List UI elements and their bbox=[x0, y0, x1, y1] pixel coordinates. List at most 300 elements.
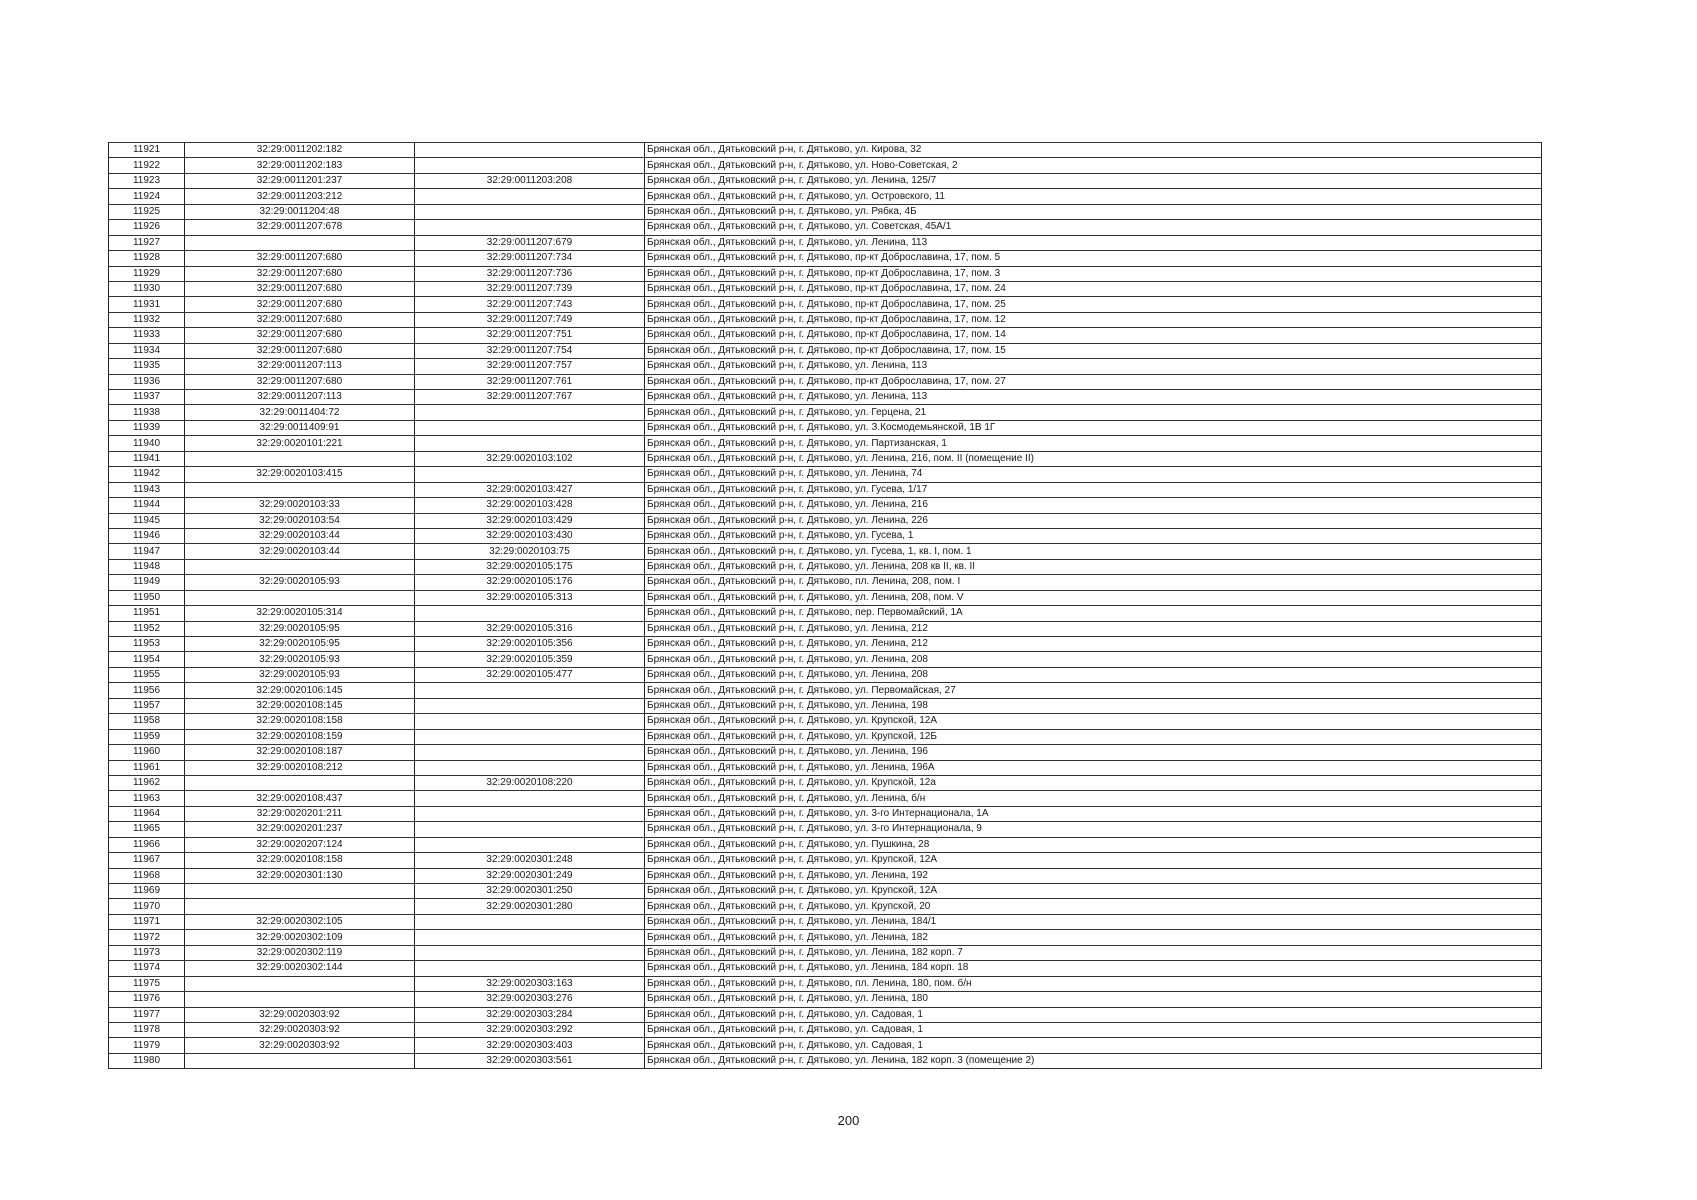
address-cell: Брянская обл., Дятьковский р-н, г. Дятьково, ул. Гусева, 1, кв. I, пом. 1 bbox=[645, 544, 1542, 559]
row-number-cell: 11978 bbox=[109, 1022, 185, 1037]
table-row bbox=[109, 390, 1542, 405]
table-row bbox=[109, 235, 1542, 250]
object-cadastral-number-cell: 32:29:0011207:767 bbox=[415, 390, 645, 405]
row-number-cell: 11970 bbox=[109, 899, 185, 914]
land-cadastral-number-cell: 32:29:0011409:91 bbox=[185, 420, 415, 435]
row-number-cell: 11963 bbox=[109, 791, 185, 806]
address-cell: Брянская обл., Дятьковский р-н, г. Дятьково, ул. Крупской, 12А bbox=[645, 884, 1542, 899]
address-cell: Брянская обл., Дятьковский р-н, г. Дятьково, ул. 3-го Интернационала, 1А bbox=[645, 806, 1542, 821]
row-number-cell: 11952 bbox=[109, 621, 185, 636]
object-cadastral-number-cell bbox=[415, 729, 645, 744]
land-cadastral-number-cell: 32:29:0011207:680 bbox=[185, 312, 415, 327]
address-cell: Брянская обл., Дятьковский р-н, г. Дятьково, ул. Садовая, 1 bbox=[645, 1038, 1542, 1053]
land-cadastral-number-cell: 32:29:0011404:72 bbox=[185, 405, 415, 420]
table-row bbox=[109, 760, 1542, 775]
land-cadastral-number-cell bbox=[185, 1053, 415, 1068]
land-cadastral-number-cell: 32:29:0020108:212 bbox=[185, 760, 415, 775]
land-cadastral-number-cell bbox=[185, 992, 415, 1007]
table-row bbox=[109, 837, 1542, 852]
table-row bbox=[109, 745, 1542, 760]
address-cell: Брянская обл., Дятьковский р-н, г. Дятьково, пр-кт Доброславина, 17, пом. 25 bbox=[645, 297, 1542, 312]
table-row bbox=[109, 729, 1542, 744]
address-cell: Брянская обл., Дятьковский р-н, г. Дятьково, ул. Ленина, 182 корп. 3 (помещение 2) bbox=[645, 1053, 1542, 1068]
table-row bbox=[109, 281, 1542, 296]
table-row bbox=[109, 914, 1542, 929]
land-cadastral-number-cell: 32:29:0020103:54 bbox=[185, 513, 415, 528]
object-cadastral-number-cell bbox=[415, 158, 645, 173]
address-cell: Брянская обл., Дятьковский р-н, г. Дятьково, пл. Ленина, 208, пом. I bbox=[645, 575, 1542, 590]
table-row bbox=[109, 575, 1542, 590]
land-cadastral-number-cell: 32:29:0020108:145 bbox=[185, 698, 415, 713]
land-cadastral-number-cell: 32:29:0020106:145 bbox=[185, 683, 415, 698]
land-cadastral-number-cell: 32:29:0020108:187 bbox=[185, 745, 415, 760]
row-number-cell: 11951 bbox=[109, 606, 185, 621]
table-row bbox=[109, 312, 1542, 327]
land-cadastral-number-cell: 32:29:0011207:113 bbox=[185, 359, 415, 374]
row-number-cell: 11968 bbox=[109, 868, 185, 883]
land-cadastral-number-cell bbox=[185, 559, 415, 574]
object-cadastral-number-cell bbox=[415, 405, 645, 420]
land-cadastral-number-cell: 32:29:0020302:109 bbox=[185, 930, 415, 945]
table-row bbox=[109, 667, 1542, 682]
table-row bbox=[109, 528, 1542, 543]
object-cadastral-number-cell: 32:29:0011207:757 bbox=[415, 359, 645, 374]
address-cell: Брянская обл., Дятьковский р-н, г. Дятьково, пр-кт Доброславина, 17, пом. 12 bbox=[645, 312, 1542, 327]
table-row bbox=[109, 775, 1542, 790]
address-cell: Брянская обл., Дятьковский р-н, г. Дятьково, ул. З.Космодемьянской, 1В 1Г bbox=[645, 420, 1542, 435]
land-cadastral-number-cell: 32:29:0011207:678 bbox=[185, 220, 415, 235]
land-cadastral-number-cell: 32:29:0020103:44 bbox=[185, 528, 415, 543]
land-cadastral-number-cell: 32:29:0020101:221 bbox=[185, 436, 415, 451]
object-cadastral-number-cell: 32:29:0020105:477 bbox=[415, 667, 645, 682]
land-cadastral-number-cell: 32:29:0011207:680 bbox=[185, 281, 415, 296]
address-cell: Брянская обл., Дятьковский р-н, г. Дятьково, ул. Ленина, 208 bbox=[645, 652, 1542, 667]
land-cadastral-number-cell bbox=[185, 775, 415, 790]
row-number-cell: 11944 bbox=[109, 498, 185, 513]
table-row bbox=[109, 621, 1542, 636]
land-cadastral-number-cell: 32:29:0020303:92 bbox=[185, 1038, 415, 1053]
land-cadastral-number-cell bbox=[185, 235, 415, 250]
row-number-cell: 11941 bbox=[109, 451, 185, 466]
object-cadastral-number-cell: 32:29:0020301:248 bbox=[415, 853, 645, 868]
row-number-cell: 11960 bbox=[109, 745, 185, 760]
table-row bbox=[109, 328, 1542, 343]
table-row bbox=[109, 652, 1542, 667]
table-row bbox=[109, 251, 1542, 266]
address-cell: Брянская обл., Дятьковский р-н, г. Дятьково, ул. Крупской, 12а bbox=[645, 775, 1542, 790]
row-number-cell: 11962 bbox=[109, 775, 185, 790]
row-number-cell: 11932 bbox=[109, 312, 185, 327]
object-cadastral-number-cell: 32:29:0011207:743 bbox=[415, 297, 645, 312]
land-cadastral-number-cell: 32:29:0020105:314 bbox=[185, 606, 415, 621]
object-cadastral-number-cell bbox=[415, 189, 645, 204]
row-number-cell: 11953 bbox=[109, 637, 185, 652]
land-cadastral-number-cell: 32:29:0020201:211 bbox=[185, 806, 415, 821]
object-cadastral-number-cell: 32:29:0011207:739 bbox=[415, 281, 645, 296]
row-number-cell: 11966 bbox=[109, 837, 185, 852]
address-cell: Брянская обл., Дятьковский р-н, г. Дятьково, ул. Крупской, 12Б bbox=[645, 729, 1542, 744]
row-number-cell: 11977 bbox=[109, 1007, 185, 1022]
address-cell: Брянская обл., Дятьковский р-н, г. Дятьково, пр-кт Доброславина, 17, пом. 5 bbox=[645, 251, 1542, 266]
object-cadastral-number-cell bbox=[415, 791, 645, 806]
object-cadastral-number-cell bbox=[415, 914, 645, 929]
land-cadastral-number-cell bbox=[185, 976, 415, 991]
address-cell: Брянская обл., Дятьковский р-н, г. Дятьково, ул. Кирова, 32 bbox=[645, 143, 1542, 158]
row-number-cell: 11955 bbox=[109, 667, 185, 682]
object-cadastral-number-cell: 32:29:0011207:761 bbox=[415, 374, 645, 389]
row-number-cell: 11967 bbox=[109, 853, 185, 868]
land-cadastral-number-cell bbox=[185, 451, 415, 466]
row-number-cell: 11964 bbox=[109, 806, 185, 821]
land-cadastral-number-cell: 32:29:0020105:93 bbox=[185, 667, 415, 682]
object-cadastral-number-cell: 32:29:0020303:276 bbox=[415, 992, 645, 1007]
land-cadastral-number-cell bbox=[185, 482, 415, 497]
table-row bbox=[109, 930, 1542, 945]
object-cadastral-number-cell: 32:29:0020301:280 bbox=[415, 899, 645, 914]
address-cell: Брянская обл., Дятьковский р-н, г. Дятьково, ул. Ленина, 182 bbox=[645, 930, 1542, 945]
table-row bbox=[109, 637, 1542, 652]
address-cell: Брянская обл., Дятьковский р-н, г. Дятьково, ул. Гусева, 1/17 bbox=[645, 482, 1542, 497]
table-row bbox=[109, 173, 1542, 188]
table-row bbox=[109, 266, 1542, 281]
object-cadastral-number-cell: 32:29:0020105:176 bbox=[415, 575, 645, 590]
table-row bbox=[109, 992, 1542, 1007]
table-row bbox=[109, 853, 1542, 868]
table-row bbox=[109, 498, 1542, 513]
table-row bbox=[109, 204, 1542, 219]
table-row bbox=[109, 158, 1542, 173]
row-number-cell: 11935 bbox=[109, 359, 185, 374]
object-cadastral-number-cell: 32:29:0011207:754 bbox=[415, 343, 645, 358]
address-cell: Брянская обл., Дятьковский р-н, г. Дятьково, ул. Советская, 45А/1 bbox=[645, 220, 1542, 235]
table-row bbox=[109, 143, 1542, 158]
table-row bbox=[109, 884, 1542, 899]
table-row bbox=[109, 945, 1542, 960]
address-cell: Брянская обл., Дятьковский р-н, г. Дятьково, ул. Ленина, 208 кв II, кв. II bbox=[645, 559, 1542, 574]
address-cell: Брянская обл., Дятьковский р-н, г. Дятьково, ул. Ленина, 125/7 bbox=[645, 173, 1542, 188]
address-cell: Брянская обл., Дятьковский р-н, г. Дятьково, ул. Герцена, 21 bbox=[645, 405, 1542, 420]
land-cadastral-number-cell: 32:29:0020108:158 bbox=[185, 714, 415, 729]
object-cadastral-number-cell: 32:29:0011207:751 bbox=[415, 328, 645, 343]
row-number-cell: 11937 bbox=[109, 390, 185, 405]
address-cell: Брянская обл., Дятьковский р-н, г. Дятьково, ул. Ленина, 212 bbox=[645, 637, 1542, 652]
object-cadastral-number-cell bbox=[415, 930, 645, 945]
address-cell: Брянская обл., Дятьковский р-н, г. Дятьково, ул. Ленина, 113 bbox=[645, 235, 1542, 250]
row-number-cell: 11959 bbox=[109, 729, 185, 744]
object-cadastral-number-cell bbox=[415, 436, 645, 451]
row-number-cell: 11954 bbox=[109, 652, 185, 667]
land-cadastral-number-cell: 32:29:0020302:119 bbox=[185, 945, 415, 960]
row-number-cell: 11923 bbox=[109, 173, 185, 188]
address-cell: Брянская обл., Дятьковский р-н, г. Дятьково, пл. Ленина, 180, пом. б/н bbox=[645, 976, 1542, 991]
row-number-cell: 11979 bbox=[109, 1038, 185, 1053]
row-number-cell: 11971 bbox=[109, 914, 185, 929]
row-number-cell: 11943 bbox=[109, 482, 185, 497]
address-cell: Брянская обл., Дятьковский р-н, г. Дятьково, ул. Ленина, 216 bbox=[645, 498, 1542, 513]
land-cadastral-number-cell: 32:29:0011207:680 bbox=[185, 297, 415, 312]
object-cadastral-number-cell: 32:29:0020301:249 bbox=[415, 868, 645, 883]
address-cell: Брянская обл., Дятьковский р-н, г. Дятьково, ул. Ленина, 113 bbox=[645, 359, 1542, 374]
row-number-cell: 11922 bbox=[109, 158, 185, 173]
table-row bbox=[109, 220, 1542, 235]
land-cadastral-number-cell: 32:29:0020105:95 bbox=[185, 621, 415, 636]
object-cadastral-number-cell: 32:29:0011207:679 bbox=[415, 235, 645, 250]
address-cell: Брянская обл., Дятьковский р-н, г. Дятьково, ул. Ленина, 113 bbox=[645, 390, 1542, 405]
table-row bbox=[109, 961, 1542, 976]
row-number-cell: 11969 bbox=[109, 884, 185, 899]
row-number-cell: 11956 bbox=[109, 683, 185, 698]
land-cadastral-number-cell: 32:29:0020207:124 bbox=[185, 837, 415, 852]
address-cell: Брянская обл., Дятьковский р-н, г. Дятьково, ул. Ленина, 184/1 bbox=[645, 914, 1542, 929]
row-number-cell: 11942 bbox=[109, 467, 185, 482]
address-cell: Брянская обл., Дятьковский р-н, г. Дятьково, ул. Садовая, 1 bbox=[645, 1022, 1542, 1037]
object-cadastral-number-cell: 32:29:0020303:163 bbox=[415, 976, 645, 991]
table-row bbox=[109, 343, 1542, 358]
land-cadastral-number-cell: 32:29:0011204:48 bbox=[185, 204, 415, 219]
land-cadastral-number-cell: 32:29:0020105:93 bbox=[185, 575, 415, 590]
table-row bbox=[109, 297, 1542, 312]
address-cell: Брянская обл., Дятьковский р-н, г. Дятьково, пр-кт Доброславина, 17, пом. 3 bbox=[645, 266, 1542, 281]
table-row bbox=[109, 374, 1542, 389]
table-row bbox=[109, 544, 1542, 559]
address-cell: Брянская обл., Дятьковский р-н, г. Дятьково, ул. Партизанская, 1 bbox=[645, 436, 1542, 451]
land-cadastral-number-cell bbox=[185, 899, 415, 914]
object-cadastral-number-cell bbox=[415, 420, 645, 435]
table-row bbox=[109, 976, 1542, 991]
row-number-cell: 11980 bbox=[109, 1053, 185, 1068]
object-cadastral-number-cell bbox=[415, 760, 645, 775]
table-row bbox=[109, 590, 1542, 605]
table-row bbox=[109, 791, 1542, 806]
row-number-cell: 11936 bbox=[109, 374, 185, 389]
table-row bbox=[109, 1007, 1542, 1022]
row-number-cell: 11946 bbox=[109, 528, 185, 543]
land-cadastral-number-cell: 32:29:0011202:182 bbox=[185, 143, 415, 158]
table-row bbox=[109, 436, 1542, 451]
row-number-cell: 11933 bbox=[109, 328, 185, 343]
object-cadastral-number-cell bbox=[415, 683, 645, 698]
row-number-cell: 11973 bbox=[109, 945, 185, 960]
address-cell: Брянская обл., Дятьковский р-н, г. Дятьково, ул. Гусева, 1 bbox=[645, 528, 1542, 543]
address-cell: Брянская обл., Дятьковский р-н, г. Дятьково, ул. Ленина, 226 bbox=[645, 513, 1542, 528]
row-number-cell: 11928 bbox=[109, 251, 185, 266]
address-cell: Брянская обл., Дятьковский р-н, г. Дятьково, пер. Первомайский, 1А bbox=[645, 606, 1542, 621]
address-cell: Брянская обл., Дятьковский р-н, г. Дятьково, ул. Крупской, 20 bbox=[645, 899, 1542, 914]
object-cadastral-number-cell: 32:29:0020103:428 bbox=[415, 498, 645, 513]
land-cadastral-number-cell: 32:29:0020108:158 bbox=[185, 853, 415, 868]
row-number-cell: 11938 bbox=[109, 405, 185, 420]
table-row bbox=[109, 451, 1542, 466]
table-row bbox=[109, 899, 1542, 914]
row-number-cell: 11961 bbox=[109, 760, 185, 775]
object-cadastral-number-cell: 32:29:0020105:356 bbox=[415, 637, 645, 652]
row-number-cell: 11934 bbox=[109, 343, 185, 358]
table-row bbox=[109, 482, 1542, 497]
object-cadastral-number-cell: 32:29:0020108:220 bbox=[415, 775, 645, 790]
address-cell: Брянская обл., Дятьковский р-н, г. Дятьково, ул. Ленина, 184 корп. 18 bbox=[645, 961, 1542, 976]
row-number-cell: 11947 bbox=[109, 544, 185, 559]
land-cadastral-number-cell: 32:29:0011203:212 bbox=[185, 189, 415, 204]
table-row bbox=[109, 683, 1542, 698]
address-cell: Брянская обл., Дятьковский р-н, г. Дятьково, ул. Садовая, 1 bbox=[645, 1007, 1542, 1022]
address-cell: Брянская обл., Дятьковский р-н, г. Дятьково, ул. Ленина, 180 bbox=[645, 992, 1542, 1007]
land-cadastral-number-cell: 32:29:0011202:183 bbox=[185, 158, 415, 173]
address-cell: Брянская обл., Дятьковский р-н, г. Дятьково, ул. Крупской, 12А bbox=[645, 853, 1542, 868]
object-cadastral-number-cell: 32:29:0020105:313 bbox=[415, 590, 645, 605]
object-cadastral-number-cell bbox=[415, 606, 645, 621]
address-cell: Брянская обл., Дятьковский р-н, г. Дятьково, ул. Крупской, 12А bbox=[645, 714, 1542, 729]
row-number-cell: 11974 bbox=[109, 961, 185, 976]
row-number-cell: 11939 bbox=[109, 420, 185, 435]
row-number-cell: 11958 bbox=[109, 714, 185, 729]
land-cadastral-number-cell: 32:29:0011207:680 bbox=[185, 374, 415, 389]
land-cadastral-number-cell: 32:29:0020103:44 bbox=[185, 544, 415, 559]
object-cadastral-number-cell: 32:29:0011207:734 bbox=[415, 251, 645, 266]
object-cadastral-number-cell bbox=[415, 220, 645, 235]
registry-table-body bbox=[109, 143, 1542, 1069]
object-cadastral-number-cell: 32:29:0020303:284 bbox=[415, 1007, 645, 1022]
object-cadastral-number-cell: 32:29:0011207:736 bbox=[415, 266, 645, 281]
object-cadastral-number-cell: 32:29:0020103:429 bbox=[415, 513, 645, 528]
land-cadastral-number-cell: 32:29:0020108:437 bbox=[185, 791, 415, 806]
table-row bbox=[109, 405, 1542, 420]
address-cell: Брянская обл., Дятьковский р-н, г. Дятьково, ул. Первомайская, 27 bbox=[645, 683, 1542, 698]
table-row bbox=[109, 1022, 1542, 1037]
object-cadastral-number-cell bbox=[415, 204, 645, 219]
row-number-cell: 11950 bbox=[109, 590, 185, 605]
land-cadastral-number-cell: 32:29:0020103:33 bbox=[185, 498, 415, 513]
table-row bbox=[109, 868, 1542, 883]
table-row bbox=[109, 806, 1542, 821]
object-cadastral-number-cell: 32:29:0020103:430 bbox=[415, 528, 645, 543]
table-row bbox=[109, 1053, 1542, 1068]
object-cadastral-number-cell: 32:29:0020303:403 bbox=[415, 1038, 645, 1053]
land-cadastral-number-cell bbox=[185, 590, 415, 605]
table-row bbox=[109, 698, 1542, 713]
land-cadastral-number-cell: 32:29:0011207:680 bbox=[185, 266, 415, 281]
address-cell: Брянская обл., Дятьковский р-н, г. Дятьково, ул. Ленина, б/н bbox=[645, 791, 1542, 806]
row-number-cell: 11927 bbox=[109, 235, 185, 250]
row-number-cell: 11965 bbox=[109, 822, 185, 837]
address-cell: Брянская обл., Дятьковский р-н, г. Дятьково, ул. Ново-Советская, 2 bbox=[645, 158, 1542, 173]
object-cadastral-number-cell: 32:29:0020103:427 bbox=[415, 482, 645, 497]
land-cadastral-number-cell: 32:29:0020105:93 bbox=[185, 652, 415, 667]
table-row bbox=[109, 189, 1542, 204]
table-row bbox=[109, 1038, 1542, 1053]
row-number-cell: 11948 bbox=[109, 559, 185, 574]
row-number-cell: 11976 bbox=[109, 992, 185, 1007]
table-row bbox=[109, 822, 1542, 837]
land-cadastral-number-cell bbox=[185, 884, 415, 899]
address-cell: Брянская обл., Дятьковский р-н, г. Дятьково, ул. Островского, 11 bbox=[645, 189, 1542, 204]
address-cell: Брянская обл., Дятьковский р-н, г. Дятьково, ул. Ленина, 182 корп. 7 bbox=[645, 945, 1542, 960]
land-cadastral-number-cell: 32:29:0020302:105 bbox=[185, 914, 415, 929]
address-cell: Брянская обл., Дятьковский р-н, г. Дятьково, ул. 3-го Интернационала, 9 bbox=[645, 822, 1542, 837]
object-cadastral-number-cell bbox=[415, 837, 645, 852]
address-cell: Брянская обл., Дятьковский р-н, г. Дятьково, ул. Ленина, 208, пом. V bbox=[645, 590, 1542, 605]
land-cadastral-number-cell: 32:29:0020108:159 bbox=[185, 729, 415, 744]
address-cell: Брянская обл., Дятьковский р-н, г. Дятьково, пр-кт Доброславина, 17, пом. 24 bbox=[645, 281, 1542, 296]
object-cadastral-number-cell: 32:29:0020105:175 bbox=[415, 559, 645, 574]
land-cadastral-number-cell: 32:29:0020303:92 bbox=[185, 1007, 415, 1022]
object-cadastral-number-cell: 32:29:0020303:292 bbox=[415, 1022, 645, 1037]
object-cadastral-number-cell: 32:29:0011203:208 bbox=[415, 173, 645, 188]
row-number-cell: 11926 bbox=[109, 220, 185, 235]
row-number-cell: 11949 bbox=[109, 575, 185, 590]
land-cadastral-number-cell: 32:29:0011207:680 bbox=[185, 328, 415, 343]
object-cadastral-number-cell bbox=[415, 698, 645, 713]
row-number-cell: 11957 bbox=[109, 698, 185, 713]
object-cadastral-number-cell: 32:29:0020301:250 bbox=[415, 884, 645, 899]
row-number-cell: 11924 bbox=[109, 189, 185, 204]
row-number-cell: 11972 bbox=[109, 930, 185, 945]
row-number-cell: 11975 bbox=[109, 976, 185, 991]
table-row bbox=[109, 359, 1542, 374]
land-cadastral-number-cell: 32:29:0020103:415 bbox=[185, 467, 415, 482]
row-number-cell: 11921 bbox=[109, 143, 185, 158]
address-cell: Брянская обл., Дятьковский р-н, г. Дятьково, пр-кт Доброславина, 17, пом. 27 bbox=[645, 374, 1542, 389]
land-cadastral-number-cell: 32:29:0020301:130 bbox=[185, 868, 415, 883]
address-cell: Брянская обл., Дятьковский р-н, г. Дятьково, ул. Ленина, 192 bbox=[645, 868, 1542, 883]
address-cell: Брянская обл., Дятьковский р-н, г. Дятьково, ул. Ленина, 212 bbox=[645, 621, 1542, 636]
address-cell: Брянская обл., Дятьковский р-н, г. Дятьково, ул. Ленина, 74 bbox=[645, 467, 1542, 482]
land-cadastral-number-cell: 32:29:0020201:237 bbox=[185, 822, 415, 837]
object-cadastral-number-cell: 32:29:0020105:359 bbox=[415, 652, 645, 667]
row-number-cell: 11931 bbox=[109, 297, 185, 312]
address-cell: Брянская обл., Дятьковский р-н, г. Дятьково, пр-кт Доброславина, 17, пом. 15 bbox=[645, 343, 1542, 358]
address-cell: Брянская обл., Дятьковский р-н, г. Дятьково, ул. Ленина, 196А bbox=[645, 760, 1542, 775]
address-cell: Брянская обл., Дятьковский р-н, г. Дятьково, ул. Ленина, 198 bbox=[645, 698, 1542, 713]
table-row bbox=[109, 513, 1542, 528]
row-number-cell: 11930 bbox=[109, 281, 185, 296]
land-cadastral-number-cell: 32:29:0020302:144 bbox=[185, 961, 415, 976]
page-number: 200 bbox=[837, 1113, 860, 1128]
object-cadastral-number-cell bbox=[415, 143, 645, 158]
object-cadastral-number-cell: 32:29:0020105:316 bbox=[415, 621, 645, 636]
object-cadastral-number-cell bbox=[415, 961, 645, 976]
land-cadastral-number-cell: 32:29:0011201:237 bbox=[185, 173, 415, 188]
object-cadastral-number-cell bbox=[415, 822, 645, 837]
object-cadastral-number-cell: 32:29:0011207:749 bbox=[415, 312, 645, 327]
table-row bbox=[109, 606, 1542, 621]
object-cadastral-number-cell bbox=[415, 745, 645, 760]
object-cadastral-number-cell: 32:29:0020103:75 bbox=[415, 544, 645, 559]
object-cadastral-number-cell bbox=[415, 945, 645, 960]
address-cell: Брянская обл., Дятьковский р-н, г. Дятьково, ул. Ленина, 208 bbox=[645, 667, 1542, 682]
address-cell: Брянская обл., Дятьковский р-н, г. Дятьково, ул. Ленина, 216, пом. II (помещение II) bbox=[645, 451, 1542, 466]
address-cell: Брянская обл., Дятьковский р-н, г. Дятьково, ул. Ленина, 196 bbox=[645, 745, 1542, 760]
land-cadastral-number-cell: 32:29:0011207:680 bbox=[185, 251, 415, 266]
land-cadastral-number-cell: 32:29:0011207:680 bbox=[185, 343, 415, 358]
object-cadastral-number-cell: 32:29:0020103:102 bbox=[415, 451, 645, 466]
land-cadastral-number-cell: 32:29:0020303:92 bbox=[185, 1022, 415, 1037]
object-cadastral-number-cell: 32:29:0020303:561 bbox=[415, 1053, 645, 1068]
row-number-cell: 11929 bbox=[109, 266, 185, 281]
table-row bbox=[109, 559, 1542, 574]
address-cell: Брянская обл., Дятьковский р-н, г. Дятьково, пр-кт Доброславина, 17, пом. 14 bbox=[645, 328, 1542, 343]
table-row bbox=[109, 420, 1542, 435]
table-row bbox=[109, 714, 1542, 729]
row-number-cell: 11925 bbox=[109, 204, 185, 219]
row-number-cell: 11945 bbox=[109, 513, 185, 528]
object-cadastral-number-cell bbox=[415, 806, 645, 821]
object-cadastral-number-cell bbox=[415, 714, 645, 729]
land-cadastral-number-cell: 32:29:0011207:113 bbox=[185, 390, 415, 405]
row-number-cell: 11940 bbox=[109, 436, 185, 451]
table-row bbox=[109, 467, 1542, 482]
address-cell: Брянская обл., Дятьковский р-н, г. Дятьково, ул. Пушкина, 28 bbox=[645, 837, 1542, 852]
land-cadastral-number-cell: 32:29:0020105:95 bbox=[185, 637, 415, 652]
